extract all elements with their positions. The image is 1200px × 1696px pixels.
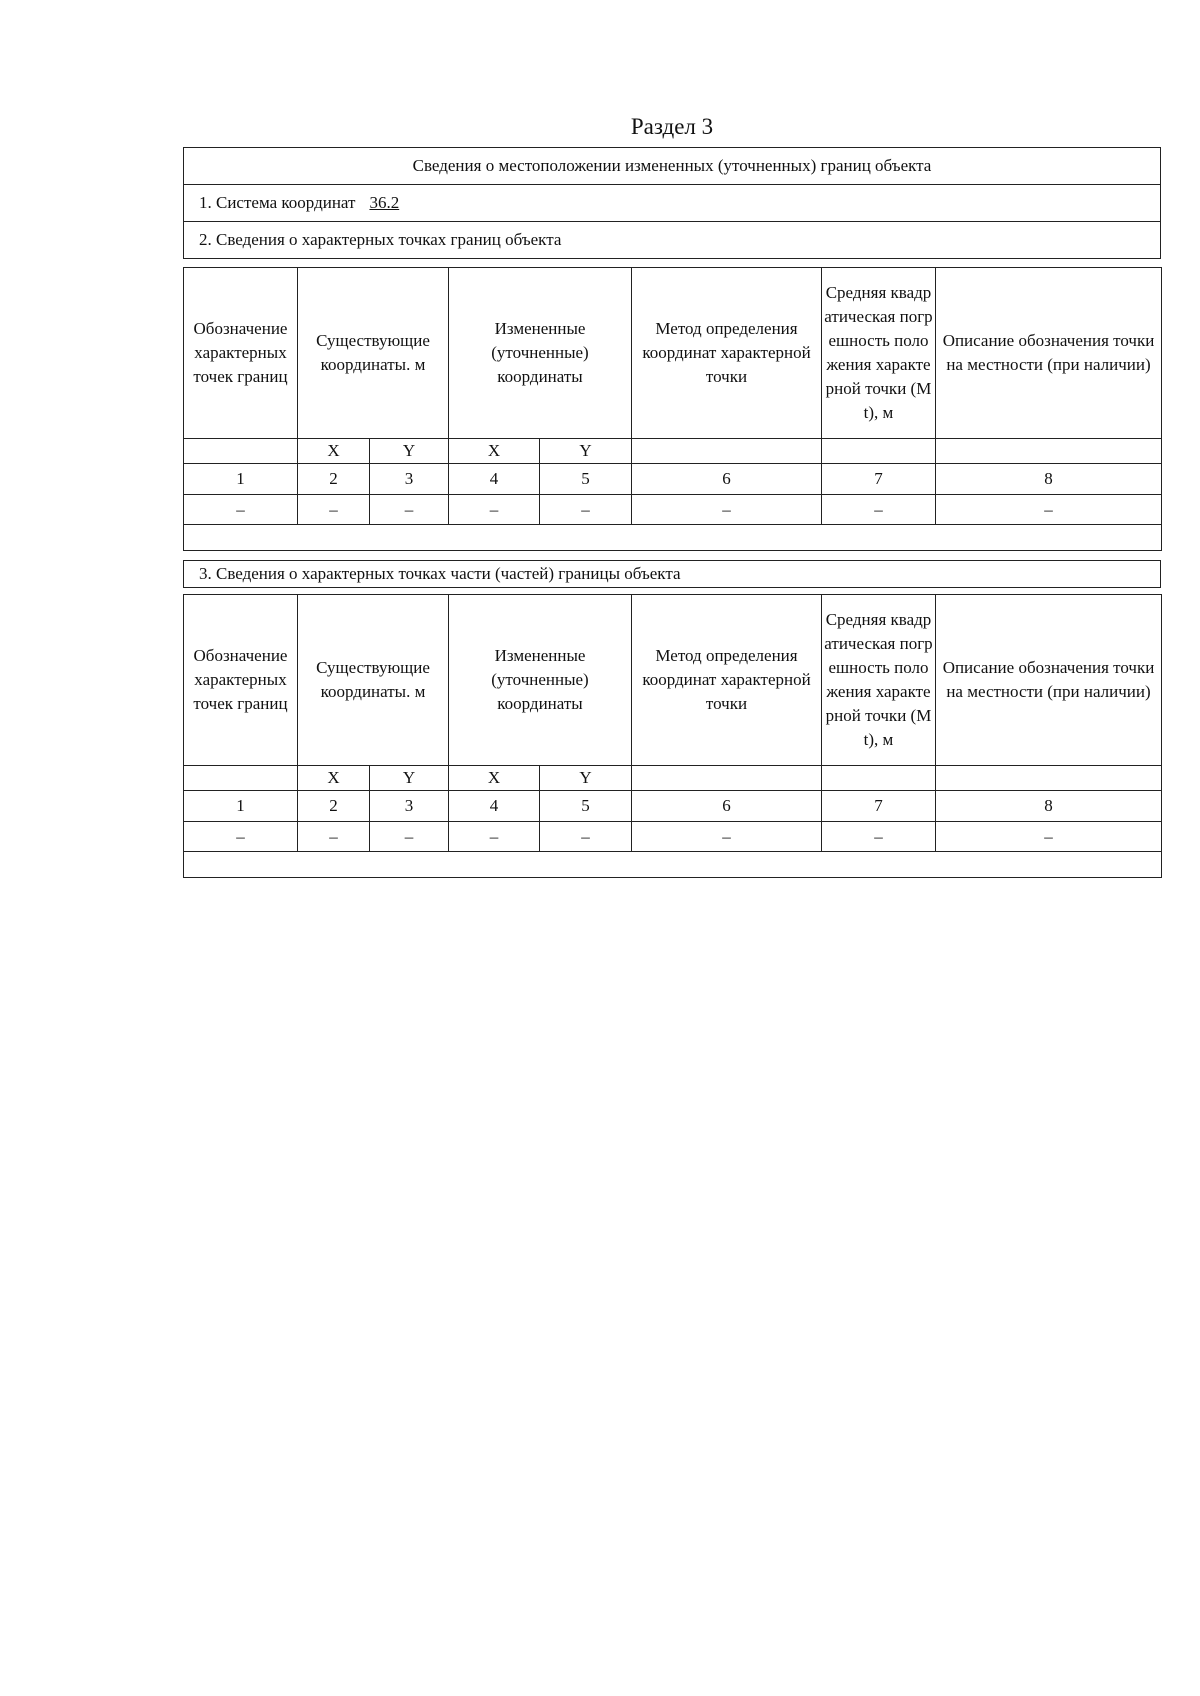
points-table-2 (183, 594, 1162, 878)
header-error: Средняя квадратическая погрешность положения характерной точки (Mt), м (822, 268, 936, 439)
header-error: Средняя квадратическая погрешность положения характерной точки (Mt), м (822, 595, 936, 766)
sub-x: X (449, 766, 540, 791)
header-description: Описание обозначения точки на местности (при наличии) (936, 595, 1162, 766)
sub-y: Y (370, 766, 449, 791)
empty-row (184, 525, 1162, 551)
col-number: 8 (936, 791, 1162, 822)
dash-cell: – (936, 822, 1162, 852)
dash-cell: – (298, 495, 370, 525)
sub-empty (936, 439, 1162, 464)
dash-cell: – (370, 822, 449, 852)
dash-cell: – (822, 822, 936, 852)
col-number: 3 (370, 464, 449, 495)
header-method: Метод определения координат характерной точки (632, 595, 822, 766)
main-heading: Сведения о местоположении измененных (уточненных) границ объекта (184, 148, 1161, 185)
dash-cell: – (184, 822, 298, 852)
col-number: 3 (370, 791, 449, 822)
col-number: 6 (632, 791, 822, 822)
dash-cell: – (632, 822, 822, 852)
sub-x: X (298, 439, 370, 464)
empty-row (184, 852, 1162, 878)
header-method: Метод определения координат характерной точки (632, 268, 822, 439)
coord-system-value: 36.2 (369, 193, 400, 212)
col-number: 7 (822, 464, 936, 495)
sub-empty (632, 766, 822, 791)
header-point-designation: Обозначение характерных точек границ (184, 268, 298, 439)
dash-cell: – (540, 822, 632, 852)
header-existing-coords: Существующие координаты. м (298, 595, 449, 766)
dash-cell: – (449, 495, 540, 525)
header-changed-coords: Измененные (уточненные) координаты (449, 595, 632, 766)
col-number: 5 (540, 464, 632, 495)
dash-cell: – (822, 495, 936, 525)
coord-system-label: 1. Система координат (199, 193, 356, 212)
col-number: 1 (184, 791, 298, 822)
sub-empty (822, 766, 936, 791)
coord-system-row (184, 185, 1161, 222)
sub-empty (184, 766, 298, 791)
col-number: 5 (540, 791, 632, 822)
dash-cell: – (936, 495, 1162, 525)
sub-empty (632, 439, 822, 464)
sub-empty (822, 439, 936, 464)
col-number: 6 (632, 464, 822, 495)
sub-y: Y (540, 766, 632, 791)
dash-cell: – (632, 495, 822, 525)
col-number: 2 (298, 791, 370, 822)
points-table-1 (183, 267, 1162, 551)
sub-y: Y (370, 439, 449, 464)
col-number: 1 (184, 464, 298, 495)
header-existing-coords: Существующие координаты. м (298, 268, 449, 439)
col-number: 2 (298, 464, 370, 495)
dash-cell: – (298, 822, 370, 852)
col-number: 7 (822, 791, 936, 822)
header-description: Описание обозначения точки на местности (при наличии) (936, 268, 1162, 439)
section-title: Раздел 3 (630, 114, 714, 139)
col-number: 4 (449, 464, 540, 495)
sub-y: Y (540, 439, 632, 464)
dash-cell: – (370, 495, 449, 525)
header-point-designation: Обозначение характерных точек границ (184, 595, 298, 766)
dash-cell: – (449, 822, 540, 852)
col-number: 4 (449, 791, 540, 822)
section3-label: 3. Сведения о характерных точках части (частей) границы объекта (184, 561, 1161, 588)
header-changed-coords: Измененные (уточненные) координаты (449, 268, 632, 439)
section2-label: 2. Сведения о характерных точках границ объекта (184, 222, 1161, 259)
dash-cell: – (540, 495, 632, 525)
dash-cell: – (184, 495, 298, 525)
sub-x: X (449, 439, 540, 464)
section3-table (183, 560, 1161, 588)
header-table (183, 147, 1161, 259)
sub-empty (184, 439, 298, 464)
sub-x: X (298, 766, 370, 791)
col-number: 8 (936, 464, 1162, 495)
sub-empty (936, 766, 1162, 791)
